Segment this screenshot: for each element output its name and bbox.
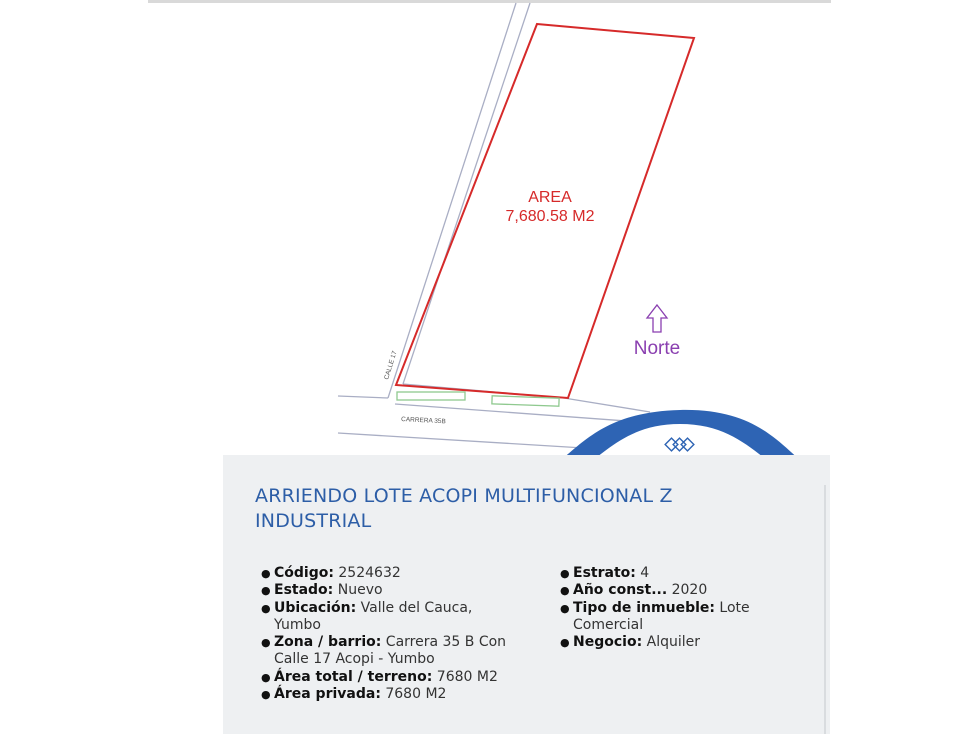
street-label-vertical: CALLE 17 — [383, 350, 399, 381]
details-left — [261, 565, 511, 703]
area-value: 7,680.58 M2 — [505, 208, 595, 225]
detail-item: ● Área privada: 7680 M2 — [261, 686, 511, 703]
access-strip — [397, 392, 465, 400]
detail-item: ● Negocio: Alquiler — [560, 634, 800, 651]
detail-item: ● Estrato: 4 — [560, 565, 800, 582]
street-lines — [338, 3, 650, 449]
street-label-horizontal: CARRERA 35B — [400, 416, 446, 426]
detail-item: ● Tipo de inmueble: Lote Comercial — [560, 600, 800, 635]
up-arrow-icon — [647, 305, 667, 332]
north-label: Norte — [633, 338, 681, 359]
details-right — [560, 565, 800, 651]
detail-item: ● Año const... 2020 — [560, 582, 800, 599]
listing-title: ARRIENDO LOTE ACOPI MULTIFUNCIONAL Z INDUSTRIAL — [255, 485, 673, 532]
detail-item: ● Estado: Nuevo — [261, 582, 511, 599]
area-label: AREA — [528, 189, 572, 206]
detail-item: ● Ubicación: Valle del Cauca, Yumbo — [261, 600, 511, 635]
detail-item: ● Código: 2524632 — [261, 565, 511, 582]
access-strip — [492, 396, 559, 406]
detail-item: ● Zona / barrio: Carrera 35 B Con Calle 17 Acopi - Yumbo — [261, 634, 511, 669]
listing-card — [223, 455, 830, 734]
detail-item: ● Área total / terreno: 7680 M2 — [261, 669, 511, 686]
card-divider — [824, 485, 826, 734]
